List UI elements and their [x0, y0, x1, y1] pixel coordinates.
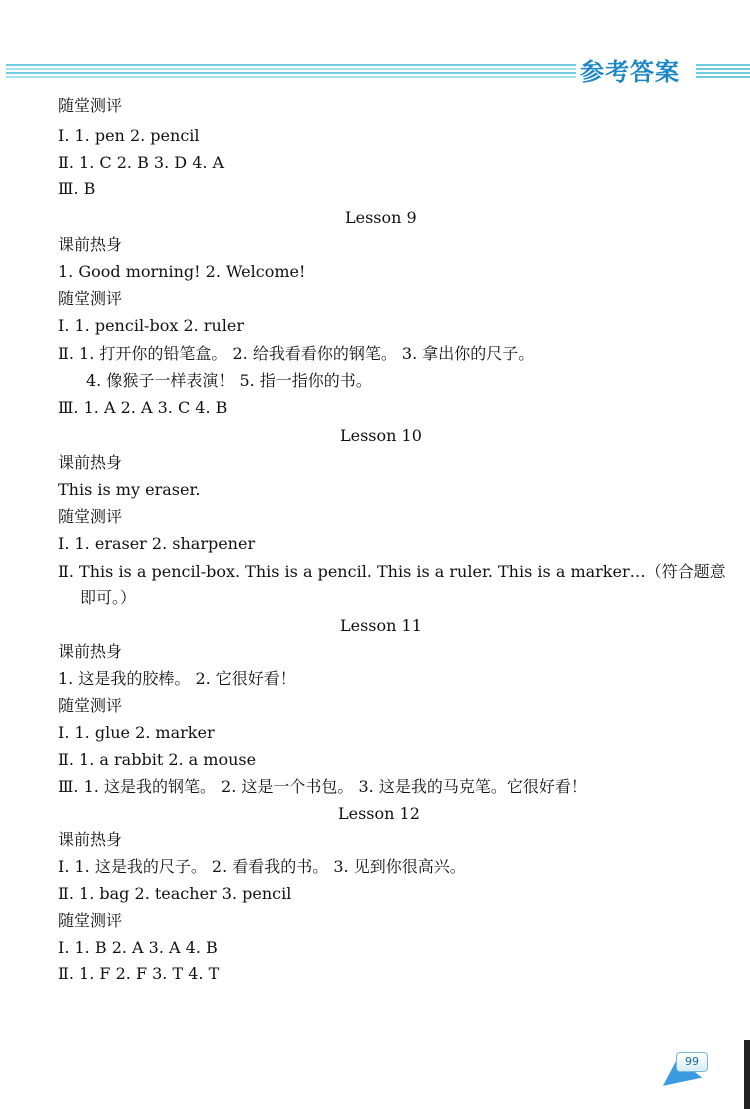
answer-line: 随堂测评: [58, 696, 123, 715]
answer-line: 即可。）: [80, 588, 137, 607]
answer-line: Ⅰ. 1. pencil-box 2. ruler: [58, 316, 244, 335]
answer-line: 1. Good morning! 2. Welcome!: [58, 262, 306, 281]
corner-bar: [744, 1040, 750, 1109]
page-number: 99: [676, 1052, 708, 1072]
answer-line: 课前热身: [58, 453, 123, 472]
answer-line: Ⅲ. B: [58, 179, 96, 198]
answer-line: Ⅱ. 1. bag 2. teacher 3. pencil: [58, 884, 292, 903]
answer-line: Ⅱ. 1. F 2. F 3. T 4. T: [58, 964, 220, 983]
answer-line: This is my eraser.: [58, 480, 201, 499]
answer-line: Ⅱ. 1. C 2. B 3. D 4. A: [58, 153, 225, 172]
answer-line: Ⅰ. 1. glue 2. marker: [58, 723, 215, 742]
answer-line: 课前热身: [58, 830, 123, 849]
header-stripes-right: [696, 64, 750, 78]
answer-line: 课前热身: [58, 642, 123, 661]
answer-line: 课前热身: [58, 235, 123, 254]
answer-line: Ⅱ. 1. a rabbit 2. a mouse: [58, 750, 257, 769]
header-title: 参考答案: [580, 58, 680, 86]
answer-line: Ⅱ. This is a pencil-box. This is a pencil. This is a ruler. This is a marker…（符合题意: [58, 562, 726, 581]
lesson-heading: Lesson 12: [338, 804, 420, 823]
answer-line: Ⅰ. 1. 这是我的尺子。 2. 看看我的书。 3. 见到你很高兴。: [58, 857, 466, 876]
answer-line: Ⅰ. 1. eraser 2. sharpener: [58, 534, 256, 553]
answer-line: Ⅲ. 1. A 2. A 3. C 4. B: [58, 398, 228, 417]
answer-line: 随堂测评: [58, 96, 123, 115]
answer-line: 随堂测评: [58, 911, 123, 930]
lesson-heading: Lesson 11: [340, 616, 422, 635]
lesson-heading: Lesson 9: [345, 208, 417, 227]
answer-line: Ⅱ. 1. 打开你的铅笔盒。 2. 给我看看你的钢笔。 3. 拿出你的尺子。: [58, 344, 535, 363]
answer-line: 1. 这是我的胶棒。 2. 它很好看！: [58, 669, 296, 688]
answer-line: 4. 像猴子一样表演！ 5. 指一指你的书。: [86, 371, 372, 390]
answer-line: 随堂测评: [58, 507, 123, 526]
answer-line: Ⅰ. 1. pen 2. pencil: [58, 126, 200, 145]
header-stripes: [6, 64, 576, 78]
answer-line: 随堂测评: [58, 289, 123, 308]
page-header: [0, 0, 750, 100]
answer-line: Ⅰ. 1. B 2. A 3. A 4. B: [58, 938, 218, 957]
answer-line: Ⅲ. 1. 这是我的钢笔。 2. 这是一个书包。 3. 这是我的马克笔。它很好看！: [58, 777, 587, 796]
page-footer: [620, 1040, 750, 1109]
lesson-heading: Lesson 10: [340, 426, 422, 445]
